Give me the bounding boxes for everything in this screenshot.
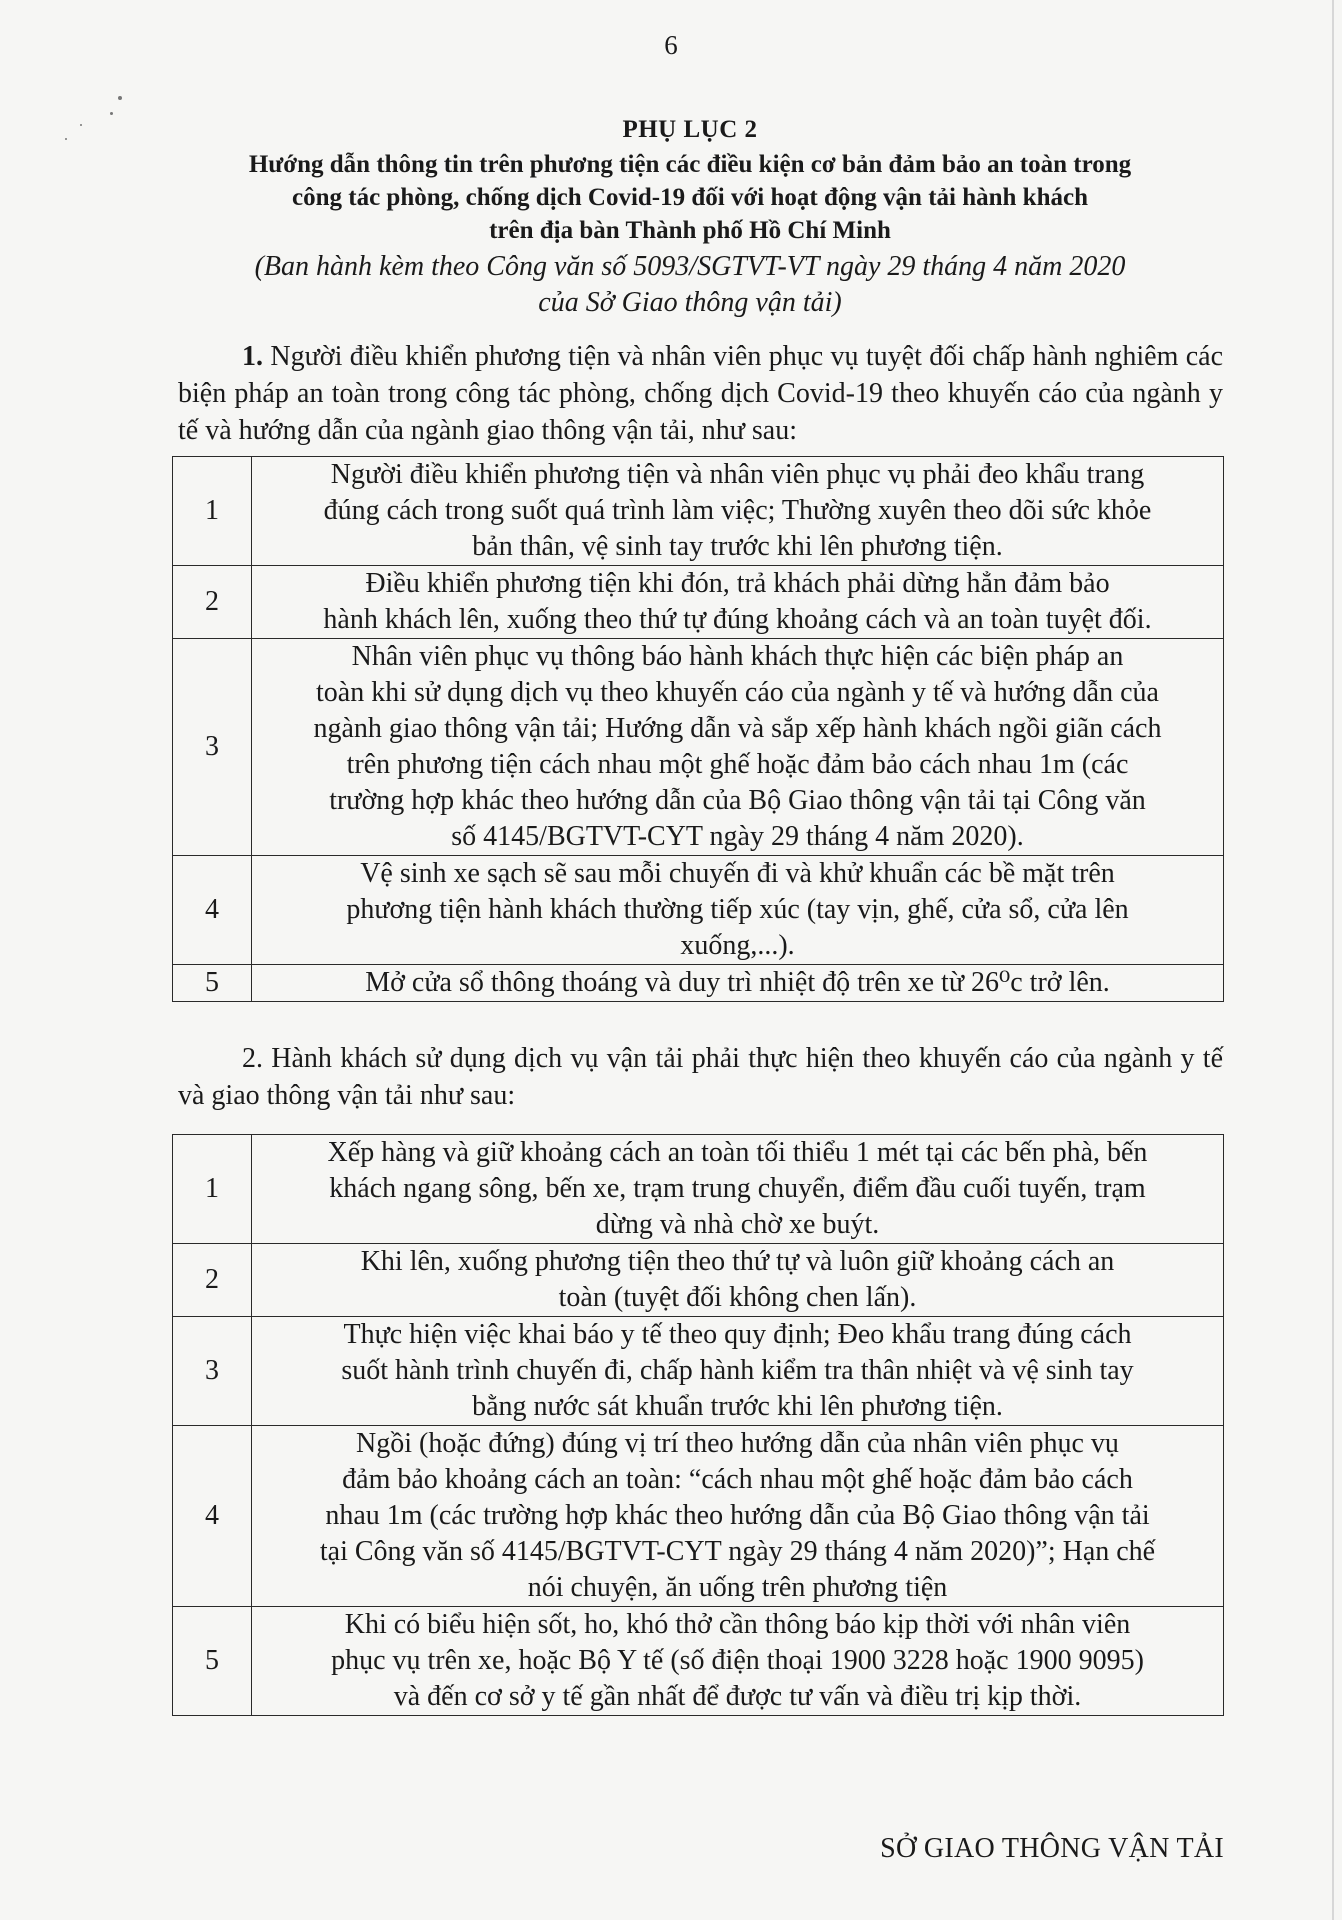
table-row	[173, 856, 1224, 965]
row-text-line: Mở cửa sổ thông thoáng và duy trì nhiệt độ trên xe từ 26⁰c trở lên.	[365, 967, 1110, 998]
section-1-table	[172, 456, 1224, 1002]
row-text-line: Nhân viên phục vụ thông báo hành khách thực hiện các biện pháp an	[351, 641, 1124, 672]
row-text-line: nói chuyện, ăn uống trên phương tiện	[527, 1572, 948, 1603]
row-text-line: trường hợp khác theo hướng dẫn của Bộ Giao thông vận tải tại Công văn	[329, 785, 1146, 816]
section-1-number: 1.	[242, 341, 263, 372]
row-number: 1	[173, 457, 252, 566]
row-text	[252, 1244, 1224, 1317]
issuance-note	[150, 249, 1230, 321]
row-text	[252, 457, 1224, 566]
row-text-line: tại Công văn số 4145/BGTVT-CYT ngày 29 tháng 4 năm 2020)”; Hạn chế	[319, 1536, 1156, 1567]
row-text-line: Vệ sinh xe sạch sẽ sau mỗi chuyến đi và khử khuẩn các bề mặt trên	[360, 858, 1115, 889]
row-text-line: Khi có biểu hiện sốt, ho, khó thở cần thông báo kịp thời với nhân viên	[344, 1609, 1131, 1640]
subtitle-line: công tác phòng, chống dịch Covid-19 đối với hoạt động vận tải hành khách	[292, 184, 1088, 211]
row-number: 3	[173, 639, 252, 856]
signature-block: SỞ GIAO THÔNG VẬN TẢI	[880, 1833, 1224, 1864]
row-text-line: bằng nước sát khuẩn trước khi lên phương tiện.	[472, 1391, 1003, 1422]
row-text-line: Thực hiện việc khai báo y tế theo quy định; Đeo khẩu trang đúng cách	[343, 1319, 1132, 1350]
table-row	[173, 1317, 1224, 1426]
section-2-table	[172, 1134, 1224, 1716]
row-text	[252, 1426, 1224, 1607]
row-number: 1	[173, 1135, 252, 1244]
scan-specks	[60, 88, 130, 148]
row-text-line: đảm bảo khoảng cách an toàn: “cách nhau một ghế hoặc đảm bảo cách	[342, 1464, 1133, 1495]
page-number: 6	[664, 30, 678, 60]
row-text-line: Khi lên, xuống phương tiện theo thứ tự và luôn giữ khoảng cách an	[360, 1246, 1115, 1277]
appendix-subtitle	[150, 148, 1230, 247]
row-number: 4	[173, 856, 252, 965]
table-row	[173, 965, 1224, 1002]
table-row	[173, 1426, 1224, 1607]
row-text-line: bản thân, vệ sinh tay trước khi lên phương tiện.	[472, 531, 1003, 562]
row-text-line: toàn khi sử dụng dịch vụ theo khuyến cáo của ngành y tế và hướng dẫn của	[316, 677, 1159, 708]
appendix-header	[150, 112, 1230, 321]
row-number: 5	[173, 1607, 252, 1716]
row-text-line: Ngồi (hoặc đứng) đúng vị trí theo hướng dẫn của nhân viên phục vụ	[356, 1428, 1119, 1459]
section-2-text: Hành khách sử dụng dịch vụ vận tải phải thực hiện theo khuyến cáo của ngành y tế và giao thông vận tải như sau:	[178, 1043, 1223, 1111]
subtitle-line: Hướng dẫn thông tin trên phương tiện các điều kiện cơ bản đảm bảo an toàn trong	[248, 151, 1132, 178]
table-row	[173, 566, 1224, 639]
row-text	[252, 1607, 1224, 1716]
row-text	[252, 1317, 1224, 1426]
row-text-line: xuống,...).	[680, 930, 795, 961]
row-number: 3	[173, 1317, 252, 1426]
row-number: 2	[173, 1244, 252, 1317]
row-text-line: Điều khiển phương tiện khi đón, trả khách phải dừng hẳn đảm bảo	[365, 568, 1110, 599]
table-row	[173, 1244, 1224, 1317]
issuance-line: (Ban hành kèm theo Công văn số 5093/SGTVT-VT ngày 29 tháng 4 năm 2020	[254, 251, 1126, 282]
row-text	[252, 639, 1224, 856]
row-text-line: dừng và nhà chờ xe buýt.	[595, 1209, 880, 1240]
row-text-line: phương tiện hành khách thường tiếp xúc (tay vịn, ghế, cửa sổ, cửa lên	[346, 894, 1129, 925]
section-2-number: 2.	[242, 1043, 263, 1074]
row-number: 5	[173, 965, 252, 1002]
section-1-text: Người điều khiển phương tiện và nhân viên phục vụ tuyệt đối chấp hành nghiêm các biện pháp an toàn trong công tác phòng, chống dịch Covid-19 theo khuyến cáo của ngành y tế và hướng dẫn của ngành giao thông vận tải, như sau:	[178, 341, 1223, 446]
row-text	[252, 856, 1224, 965]
row-text-line: phục vụ trên xe, hoặc Bộ Y tế (số điện thoại 1900 3228 hoặc 1900 9095)	[331, 1645, 1144, 1676]
row-text-line: suốt hành trình chuyến đi, chấp hành kiểm tra thân nhiệt và vệ sinh tay	[341, 1355, 1134, 1386]
row-text-line: Người điều khiển phương tiện và nhân viên phục vụ phải đeo khẩu trang	[330, 459, 1145, 490]
row-text-line: và đến cơ sở y tế gần nhất để được tư vấn và điều trị kịp thời.	[393, 1681, 1082, 1712]
row-text-line: nhau 1m (các trường hợp khác theo hướng dẫn của Bộ Giao thông vận tải	[325, 1500, 1150, 1531]
row-text-line: khách ngang sông, bến xe, trạm trung chuyển, điểm đầu cuối tuyến, trạm	[329, 1173, 1146, 1204]
row-text-line: toàn (tuyệt đối không chen lấn).	[558, 1282, 917, 1313]
row-text	[252, 965, 1224, 1002]
row-text-line: đúng cách trong suốt quá trình làm việc; Thường xuyên theo dõi sức khỏe	[323, 495, 1152, 526]
row-text-line: Xếp hàng và giữ khoảng cách an toàn tối thiểu 1 mét tại các bến phà, bến	[327, 1137, 1148, 1168]
row-text-line: trên phương tiện cách nhau một ghế hoặc đảm bảo cách nhau 1m (các	[346, 749, 1129, 780]
row-text	[252, 1135, 1224, 1244]
subtitle-line: trên địa bàn Thành phố Hồ Chí Minh	[489, 217, 891, 244]
issuance-line: của Sở Giao thông vận tải)	[538, 287, 842, 318]
appendix-title: PHỤ LỤC 2	[622, 116, 758, 143]
row-number: 4	[173, 1426, 252, 1607]
table-row	[173, 457, 1224, 566]
row-text-line: hành khách lên, xuống theo thứ tự đúng khoảng cách và an toàn tuyệt đối.	[323, 604, 1152, 635]
row-text	[252, 566, 1224, 639]
table-row	[173, 1607, 1224, 1716]
scan-edge-line	[1332, 0, 1334, 1920]
section-1-paragraph	[178, 338, 1223, 449]
row-text-line: ngành giao thông vận tải; Hướng dẫn và sắp xếp hành khách ngồi giãn cách	[313, 713, 1162, 744]
row-text-line: số 4145/BGTVT-CYT ngày 29 tháng 4 năm 2020).	[451, 821, 1024, 852]
table-row	[173, 1135, 1224, 1244]
table-row	[173, 639, 1224, 856]
row-number: 2	[173, 566, 252, 639]
section-2-paragraph	[178, 1040, 1223, 1114]
